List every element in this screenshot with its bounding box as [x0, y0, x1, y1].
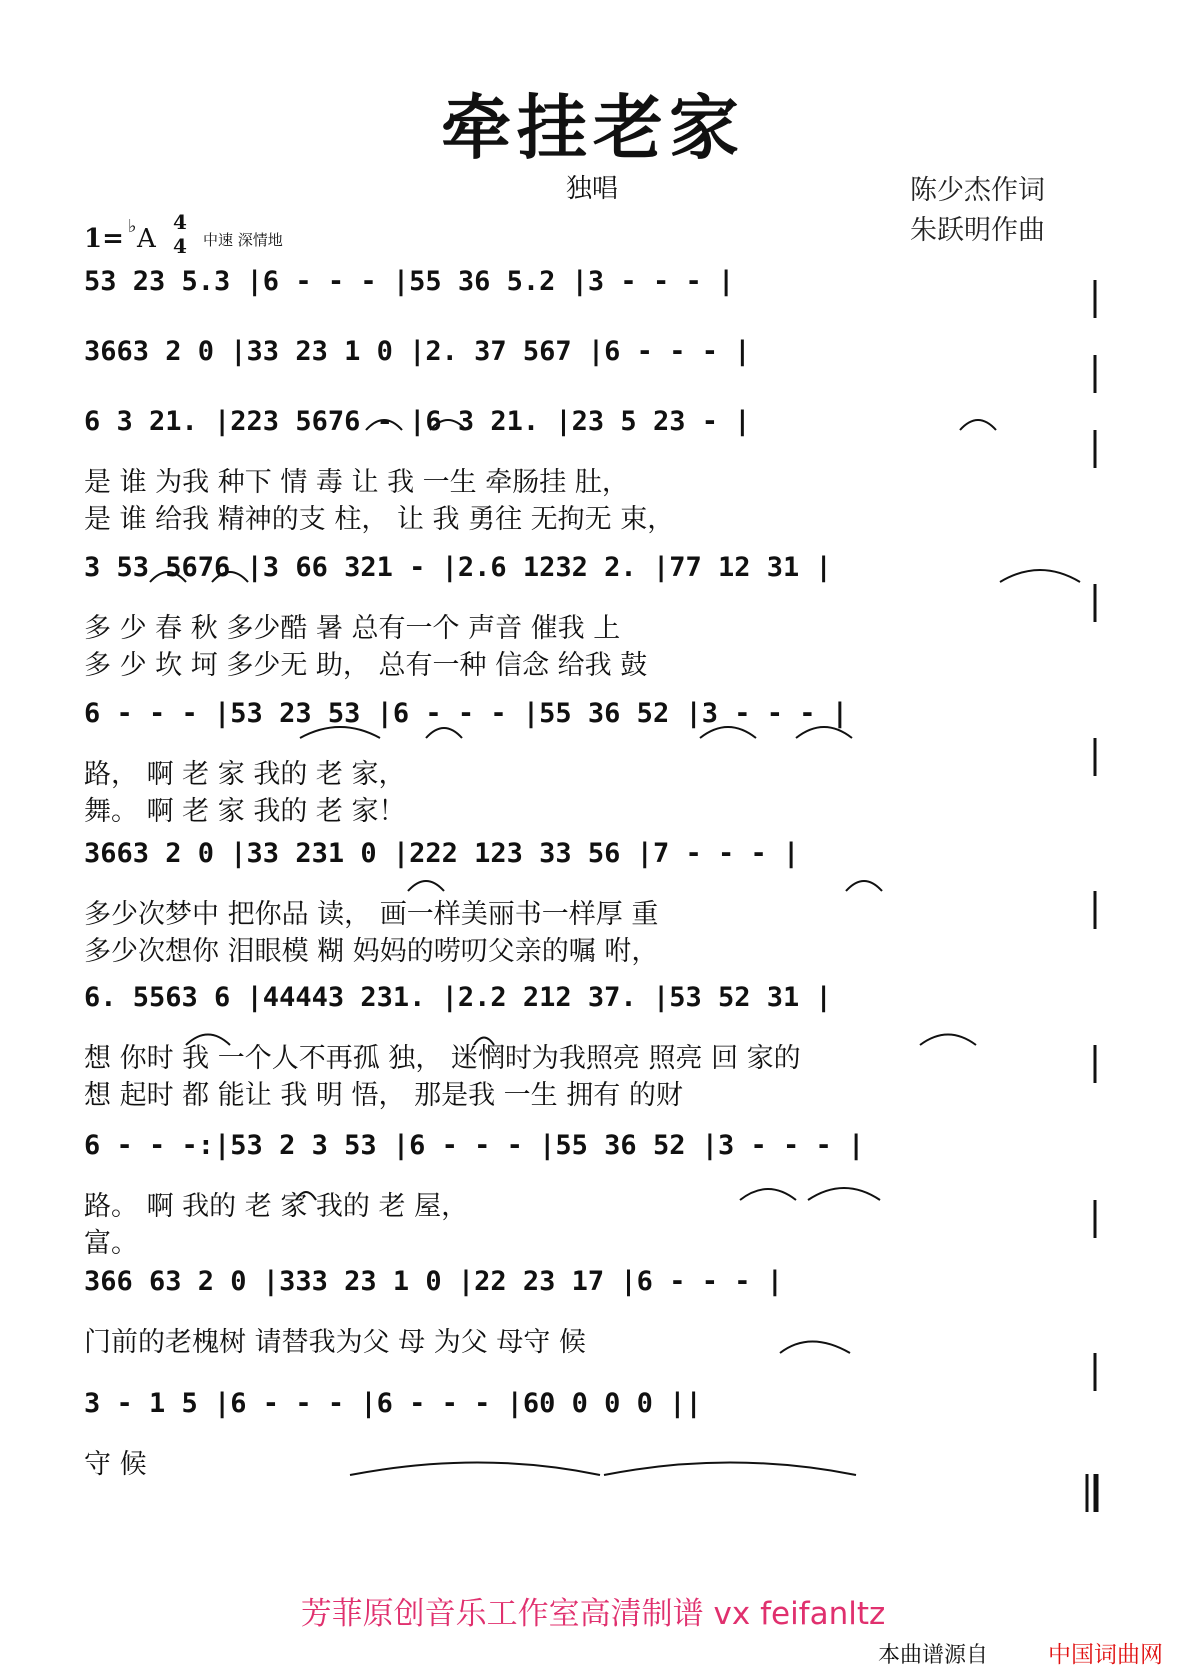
lyric-line: 门前的老槐树 请替我为父 母 为父 母守 候	[84, 1327, 586, 1358]
notation-line: 6 - - -:|53 2 3 53 |6 - - - |55 36 52 |3 - - - |	[84, 1130, 865, 1161]
lyric-line: 多少次想你 泪眼模 糊 妈妈的唠叨父亲的嘱 咐，	[84, 936, 659, 967]
lyric-line: 路， 啊 老 家 我的 老 家，	[84, 759, 406, 790]
lyric-line: 想 起时 都 能让 我 明 悟， 那是我 一生 拥有 的财	[84, 1080, 683, 1111]
composer-credit: 朱跃明作曲	[910, 215, 1045, 246]
notation-line: 3 53 5676 |3 66 321 - |2.6 1232 2. |77 12 31 |	[84, 552, 832, 583]
performance-type: 独唱	[566, 174, 619, 204]
lyric-line: 是 谁 为我 种下 情 毒 让 我 一生 牵肠挂 肚，	[84, 467, 629, 498]
song-title: 牵挂老家	[441, 86, 745, 169]
final-double-bar	[1087, 1474, 1096, 1512]
notation-line: 53 23 5.3 |6 - - - |55 36 5.2 |3 - - - |	[84, 266, 735, 297]
lyric-line: 路。 啊 我的 老 家 我的 老 屋，	[84, 1191, 469, 1222]
tempo-marking: 中速 深情地	[203, 231, 283, 249]
notation-line: 3663 2 0 |33 23 1 0 |2. 37 567 |6 - - - |	[84, 336, 751, 367]
notation-line: 3 - 1 5 |6 - - - |6 - - - |60 0 0 0 ||	[84, 1388, 702, 1419]
lyric-line: 多 少 春 秋 多少酷 暑 总有一个 声音 催我 上	[84, 613, 621, 644]
time-signature-bottom: 4	[173, 234, 187, 258]
lyric-line: 富。	[84, 1228, 138, 1259]
flat-symbol: ♭	[128, 216, 137, 237]
notation-line: 6 3 21. |223 5676 - |6 3 21. |23 5 23 - |	[84, 406, 751, 437]
notation-line: 3663 2 0 |33 231 0 |222 123 33 56 |7 - - - |	[84, 838, 800, 869]
notation-line: 6. 5563 6 |44443 231. |2.2 212 37. |53 52 31 |	[84, 982, 832, 1013]
source-note: 本曲谱源自	[878, 1643, 989, 1668]
slur-marks	[150, 420, 1080, 1475]
key-signature-prefix: 1=	[84, 224, 124, 254]
time-signature-top: 4	[173, 210, 187, 234]
notation-line: 366 63 2 0 |333 23 1 0 |22 23 17 |6 - - - |	[84, 1266, 783, 1297]
site-name-link[interactable]: 中国词曲网	[1048, 1642, 1163, 1668]
lyric-line: 守 候	[84, 1449, 147, 1480]
key-signature-note: A	[137, 224, 156, 254]
lyric-line: 多 少 坎 坷 多少无 助， 总有一种 信念 给我 鼓	[84, 650, 648, 681]
lyric-line: 是 谁 给我 精神的支 柱， 让 我 勇往 无拘无 束，	[84, 504, 675, 535]
lyric-line: 舞。 啊 老 家 我的 老 家！	[84, 796, 406, 827]
watermark: 芳菲原创音乐工作室高清制谱 vx feifanltz	[300, 1596, 886, 1632]
notation-line: 6 - - - |53 23 53 |6 - - - |55 36 52 |3 - - - |	[84, 698, 849, 729]
lyric-line: 想 你时 我 一个人不再孤 独， 迷惘时为我照亮 照亮 回 家的	[84, 1043, 801, 1074]
lyric-line: 多少次梦中 把你品 读， 画一样美丽书一样厚 重	[84, 899, 659, 930]
lyricist-credit: 陈少杰作词	[910, 175, 1045, 206]
